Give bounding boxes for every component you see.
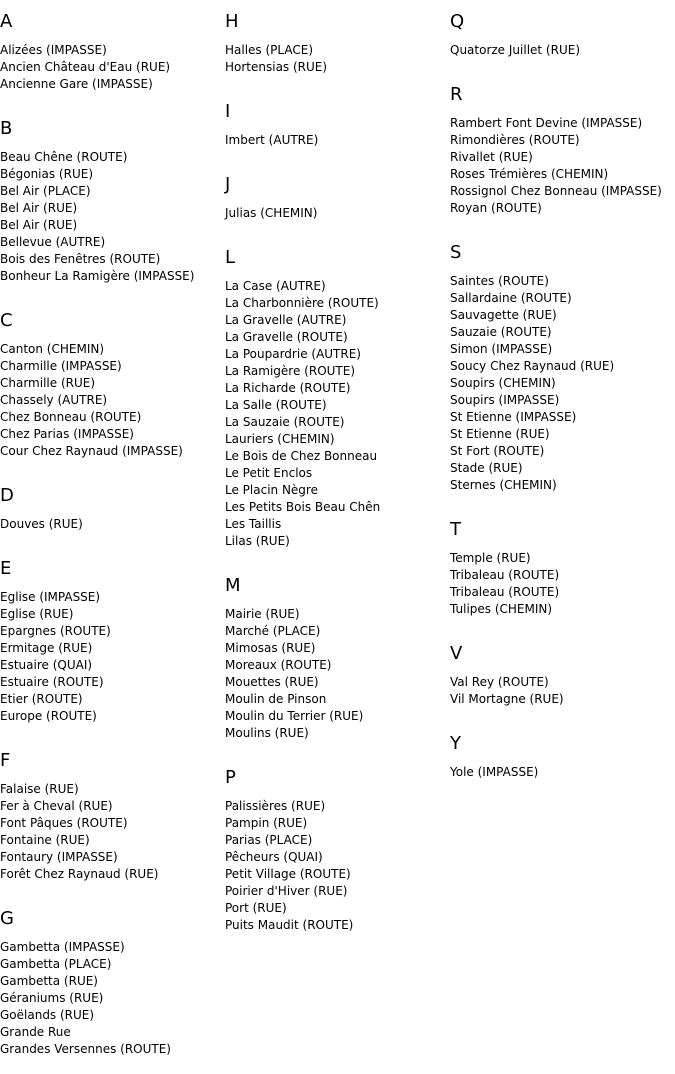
street-list — [225, 42, 450, 90]
street-link[interactable]: St Etienne (IMPASSE) — [450, 410, 577, 424]
street-link[interactable]: Europe (ROUTE) — [0, 709, 97, 723]
street-link[interactable]: Charmille (RUE) — [0, 376, 96, 390]
street-link[interactable]: Port (RUE) — [225, 901, 287, 915]
street-link[interactable]: Gambetta (PLACE) — [0, 957, 112, 971]
street-link[interactable]: Ermitage (RUE) — [0, 641, 93, 655]
street-link[interactable]: Grande Rue — [0, 1025, 71, 1039]
street-link[interactable]: Sauvagette (RUE) — [450, 308, 557, 322]
street-link[interactable]: Epargnes (ROUTE) — [0, 624, 111, 638]
letter-heading: Q — [450, 11, 465, 32]
street-list — [225, 278, 450, 564]
street-link[interactable]: La Salle (ROUTE) — [225, 398, 327, 412]
street-link[interactable]: Poirier d'Hiver (RUE) — [225, 884, 348, 898]
letter-heading: D — [0, 485, 14, 506]
street-list — [0, 781, 225, 897]
street-link[interactable]: Sallardaine (ROUTE) — [450, 291, 572, 305]
street-link[interactable]: Tulipes (CHEMIN) — [450, 602, 553, 616]
street-link[interactable]: Fontaine (RUE) — [0, 833, 90, 847]
street-link[interactable]: Douves (RUE) — [0, 517, 83, 531]
street-list — [450, 674, 675, 722]
letter-group-c — [0, 299, 225, 474]
street-link[interactable]: La Ramigère (ROUTE) — [225, 364, 356, 378]
street-link[interactable]: Chez Bonneau (ROUTE) — [0, 410, 142, 424]
letter-heading: Y — [450, 733, 461, 754]
letter-group-p — [225, 756, 450, 948]
letter-heading: C — [0, 310, 13, 331]
street-link[interactable]: Puits Maudit (ROUTE) — [225, 918, 354, 932]
street-link[interactable]: Lilas (RUE) — [225, 534, 290, 548]
letter-group-q — [450, 0, 675, 73]
street-link[interactable]: Beau Chêne (ROUTE) — [0, 150, 128, 164]
letter-heading: P — [225, 767, 236, 788]
street-list — [0, 589, 225, 739]
street-link[interactable]: Hortensias (RUE) — [225, 60, 328, 74]
street-link[interactable]: Temple (RUE) — [450, 551, 531, 565]
street-link[interactable]: Falaise (RUE) — [0, 782, 79, 796]
street-list — [0, 516, 225, 547]
street-link[interactable]: Mairie (RUE) — [225, 607, 300, 621]
street-link[interactable]: Royan (ROUTE) — [450, 201, 542, 215]
letter-group-d — [0, 474, 225, 547]
street-link[interactable]: Goëlands (RUE) — [0, 1008, 95, 1022]
street-list — [450, 273, 675, 508]
letter-heading: G — [0, 908, 14, 929]
letter-group-m — [225, 564, 450, 756]
letter-heading: J — [225, 174, 231, 195]
letter-group-r — [450, 73, 675, 231]
street-link[interactable]: Le Bois de Chez Bonneau — [225, 449, 378, 463]
street-link[interactable]: Parias (PLACE) — [225, 833, 313, 847]
street-link[interactable]: Bel Air (RUE) — [0, 201, 78, 215]
street-link[interactable]: Rivallet (RUE) — [450, 150, 533, 164]
street-link[interactable]: Chassely (AUTRE) — [0, 393, 108, 407]
letter-heading: R — [450, 84, 463, 105]
street-list — [450, 115, 675, 231]
street-link[interactable]: Fontaury (IMPASSE) — [0, 850, 118, 864]
street-list — [225, 606, 450, 756]
street-link[interactable]: La Gravelle (AUTRE) — [225, 313, 347, 327]
street-link[interactable]: Soupirs (CHEMIN) — [450, 376, 556, 390]
street-link[interactable]: St Etienne (RUE) — [450, 427, 550, 441]
street-link[interactable]: Rambert Font Devine (IMPASSE) — [450, 116, 643, 130]
letter-heading: L — [225, 247, 236, 268]
street-link[interactable]: Le Petit Enclos — [225, 466, 313, 480]
street-link[interactable]: Tribaleau (ROUTE) — [450, 585, 560, 599]
letter-group-t — [450, 508, 675, 632]
street-link[interactable]: Canton (CHEMIN) — [0, 342, 105, 356]
index-column-3 — [450, 0, 675, 795]
street-list — [450, 42, 675, 73]
street-link[interactable]: Le Placin Nègre — [225, 483, 318, 497]
street-list — [225, 798, 450, 948]
street-link[interactable]: Soucy Chez Raynaud (RUE) — [450, 359, 615, 373]
street-link[interactable]: Lauriers (CHEMIN) — [225, 432, 335, 446]
street-link[interactable]: Stade (RUE) — [450, 461, 523, 475]
letter-group-y — [450, 722, 675, 795]
street-link[interactable]: Gambetta (IMPASSE) — [0, 940, 125, 954]
street-link[interactable]: Sauzaie (ROUTE) — [450, 325, 552, 339]
street-link[interactable]: Mouettes (RUE) — [225, 675, 319, 689]
street-link[interactable]: Mimosas (RUE) — [225, 641, 316, 655]
street-link[interactable]: Halles (PLACE) — [225, 43, 314, 57]
street-link[interactable]: Moreaux (ROUTE) — [225, 658, 332, 672]
letter-heading: E — [0, 558, 12, 579]
street-link[interactable]: Val Rey (ROUTE) — [450, 675, 549, 689]
index-column-2 — [225, 0, 450, 948]
letter-heading: T — [450, 519, 461, 540]
street-link[interactable]: Gambetta (RUE) — [0, 974, 98, 988]
street-link[interactable]: Pampin (RUE) — [225, 816, 308, 830]
street-link[interactable]: Les Petits Bois Beau Chên — [225, 500, 381, 514]
street-link[interactable]: Les Taillis — [225, 517, 282, 531]
street-list — [0, 42, 225, 107]
street-link[interactable]: Moulin de Pinson — [225, 692, 327, 706]
street-link[interactable]: Eglise (RUE) — [0, 607, 74, 621]
letter-heading: M — [225, 575, 241, 596]
street-link[interactable]: St Fort (ROUTE) — [450, 444, 545, 458]
street-link[interactable]: Simon (IMPASSE) — [450, 342, 553, 356]
letter-group-g — [0, 897, 225, 1072]
street-list — [450, 550, 675, 632]
street-link[interactable]: La Case (AUTRE) — [225, 279, 326, 293]
street-link[interactable]: Forêt Chez Raynaud (RUE) — [0, 867, 159, 881]
letter-group-a — [0, 0, 225, 107]
letter-heading: B — [0, 118, 13, 139]
street-link[interactable]: Palissières (RUE) — [225, 799, 326, 813]
street-list — [0, 149, 225, 299]
street-link[interactable]: Charmille (IMPASSE) — [0, 359, 122, 373]
street-link[interactable]: Bellevue (AUTRE) — [0, 235, 106, 249]
street-link[interactable]: Moulins (RUE) — [225, 726, 309, 740]
street-link[interactable]: Ancienne Gare (IMPASSE) — [0, 77, 153, 91]
street-link[interactable]: Julias (CHEMIN) — [225, 206, 318, 220]
street-link[interactable]: La Sauzaie (ROUTE) — [225, 415, 345, 429]
street-list — [0, 341, 225, 474]
street-link[interactable]: Bonheur La Ramigère (IMPASSE) — [0, 269, 195, 283]
street-link[interactable]: Géraniums (RUE) — [0, 991, 104, 1005]
letter-group-s — [450, 231, 675, 508]
street-link[interactable]: Marché (PLACE) — [225, 624, 321, 638]
street-link[interactable]: La Charbonnière (ROUTE) — [225, 296, 379, 310]
letter-group-j — [225, 163, 450, 236]
street-link[interactable]: Petit Village (ROUTE) — [225, 867, 351, 881]
street-link[interactable]: Sternes (CHEMIN) — [450, 478, 557, 492]
letter-group-h — [225, 0, 450, 90]
street-link[interactable]: Eglise (IMPASSE) — [0, 590, 101, 604]
street-link[interactable]: Estuaire (ROUTE) — [0, 675, 104, 689]
street-link[interactable]: Pêcheurs (QUAI) — [225, 850, 323, 864]
street-link[interactable]: Yole (IMPASSE) — [450, 765, 539, 779]
street-list — [225, 132, 450, 163]
street-link[interactable]: Bois des Fenêtres (ROUTE) — [0, 252, 161, 266]
street-link[interactable]: Saintes (ROUTE) — [450, 274, 549, 288]
street-link[interactable]: La Richarde (ROUTE) — [225, 381, 351, 395]
letter-heading: S — [450, 242, 462, 263]
street-link[interactable]: Etier (ROUTE) — [0, 692, 83, 706]
letter-group-i — [225, 90, 450, 163]
letter-heading: F — [0, 750, 11, 771]
street-link[interactable]: Quatorze Juillet (RUE) — [450, 43, 580, 57]
street-link[interactable]: Font Pâques (ROUTE) — [0, 816, 128, 830]
street-link[interactable]: Bel Air (RUE) — [0, 218, 78, 232]
street-link[interactable]: Grandes Versennes (ROUTE) — [0, 1042, 171, 1056]
street-link[interactable]: Moulin du Terrier (RUE) — [225, 709, 364, 723]
street-list — [450, 764, 675, 795]
street-link[interactable]: Rimondières (ROUTE) — [450, 133, 580, 147]
street-link[interactable]: Vil Mortagne (RUE) — [450, 692, 564, 706]
street-link[interactable]: Alizées (IMPASSE) — [0, 43, 107, 57]
street-link[interactable]: Bel Air (PLACE) — [0, 184, 91, 198]
street-list — [225, 205, 450, 236]
letter-group-e — [0, 547, 225, 739]
street-link[interactable]: Fer à Cheval (RUE) — [0, 799, 113, 813]
street-link[interactable]: Ancien Château d'Eau (RUE) — [0, 60, 171, 74]
street-link[interactable]: Tribaleau (ROUTE) — [450, 568, 560, 582]
street-link[interactable]: Rossignol Chez Bonneau (IMPASSE) — [450, 184, 662, 198]
letter-heading: I — [225, 101, 231, 122]
letter-heading: A — [0, 11, 13, 32]
street-link[interactable]: Chez Parias (IMPASSE) — [0, 427, 134, 441]
street-link[interactable]: La Gravelle (ROUTE) — [225, 330, 348, 344]
letter-group-l — [225, 236, 450, 564]
street-link[interactable]: Bégonias (RUE) — [0, 167, 93, 181]
letter-group-v — [450, 632, 675, 722]
street-link[interactable]: Imbert (AUTRE) — [225, 133, 319, 147]
letter-heading: H — [225, 11, 239, 32]
street-link[interactable]: Estuaire (QUAI) — [0, 658, 93, 672]
street-link[interactable]: Soupirs (IMPASSE) — [450, 393, 560, 407]
letter-heading: V — [450, 643, 463, 664]
index-column-1 — [0, 0, 225, 1072]
street-list — [0, 939, 225, 1072]
street-link[interactable]: Roses Trémières (CHEMIN) — [450, 167, 609, 181]
letter-group-f — [0, 739, 225, 897]
street-link[interactable]: Cour Chez Raynaud (IMPASSE) — [0, 444, 183, 458]
letter-group-b — [0, 107, 225, 299]
street-link[interactable]: La Poupardrie (AUTRE) — [225, 347, 361, 361]
